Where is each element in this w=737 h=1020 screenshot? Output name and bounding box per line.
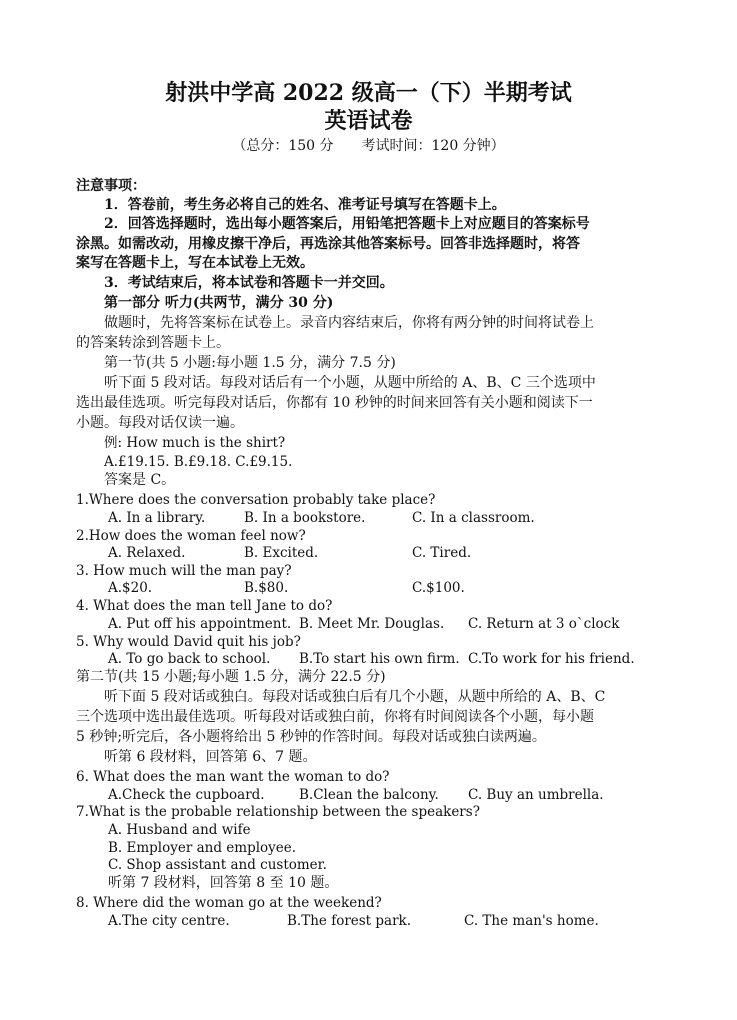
notice-item-1: 1．答卷前，考生务必将自己的姓名、准考证号填写在答题卡上。: [104, 197, 506, 213]
q7-option-b: B. Employer and employee.: [108, 840, 297, 856]
q4-option-a: A. Put off his appointment.: [108, 616, 292, 632]
q7-option-a: A. Husband and wife: [108, 822, 251, 838]
q6-option-c: C. Buy an umbrella.: [468, 787, 604, 803]
part1-intro-line-2: 的答案转涂到答题卡上。: [76, 335, 230, 351]
exam-subject-title: 英语试卷: [324, 108, 413, 134]
q1-option-a: A. In a library.: [108, 510, 206, 526]
material-7-instruction: 听第 7 段材料，回答第 8 至 10 题。: [108, 875, 339, 891]
section1-directions-line-1: 听下面 5 段对话。每段对话后有一个小题，从题中所给的 A、B、C 三个选项中: [104, 375, 596, 391]
example-options: A.£19.15. B.£9.18. C.£9.15.: [104, 454, 293, 470]
question-4: 4. What does the man tell Jane to do?: [76, 598, 333, 614]
question-7: 7.What is the probable relationship between the speakers?: [76, 804, 480, 820]
notice-heading: 注意事项：: [76, 178, 146, 194]
section2-heading: 第二节(共 15 小题;每小题 1.5 分，满分 22.5 分): [76, 669, 386, 685]
q5-option-b: B.To start his own firm.: [299, 651, 460, 667]
part1-heading: 第一部分 听力(共两节，满分 30 分): [104, 295, 334, 311]
notice-item-2-line-3: 案写在答题卡上，写在本试卷上无效。: [76, 255, 314, 271]
question-6: 6. What does the man want the woman to do?: [76, 769, 390, 785]
q4-option-c: C. Return at 3 o`clock: [468, 616, 620, 632]
example-answer: 答案是 C。: [104, 472, 176, 488]
q8-option-a: A.The city centre.: [108, 913, 230, 929]
question-8: 8. Where did the woman go at the weekend?: [76, 895, 382, 911]
q5-option-a: A. To go back to school.: [108, 651, 271, 667]
section2-directions-line-2: 三个选项中选出最佳选项。听每段对话或独白前，你将有时间阅读各个小题，每小题: [76, 709, 594, 725]
q2-option-a: A. Relaxed.: [108, 545, 186, 561]
q2-option-b: B. Excited.: [244, 545, 319, 561]
exam-title: 射洪中学高 2022 级高一（下）半期考试: [165, 80, 572, 106]
q1-option-b: B. In a bookstore.: [244, 510, 366, 526]
q3-option-a: A.$20.: [108, 580, 153, 596]
notice-item-2-line-1: 2．回答选择题时，选出每小题答案后，用铅笔把答题卡上对应题目的答案标号: [104, 216, 590, 232]
q8-option-b: B.The forest park.: [287, 913, 412, 929]
q1-option-c: C. In a classroom.: [412, 510, 535, 526]
part1-intro-line-1: 做题时，先将答案标在试卷上。录音内容结束后，你将有两分钟的时间将试卷上: [104, 315, 594, 331]
q4-option-b: B. Meet Mr. Douglas.: [299, 616, 445, 632]
notice-item-2-line-2: 涂黑。如需改动，用橡皮擦干净后，再选涂其他答案标号。回答非选择题时，将答: [76, 236, 580, 252]
q5-option-c: C.To work for his friend.: [468, 651, 635, 667]
material-6-instruction: 听第 6 段材料，回答第 6、7 题。: [104, 749, 317, 765]
q3-option-c: C.$100.: [412, 580, 465, 596]
section1-directions-line-3: 小题。每段对话仅读一遍。: [76, 415, 244, 431]
section2-directions-line-1: 听下面 5 段对话或独白。每段对话或独白后有几个小题，从题中所给的 A、B、C: [104, 689, 606, 705]
q8-option-c: C. The man's home.: [464, 913, 599, 929]
notice-item-3: 3．考试结束后，将本试卷和答题卡一并交回。: [104, 275, 394, 291]
question-3: 3. How much will the man pay?: [76, 563, 292, 579]
section1-heading: 第一节(共 5 小题:每小题 1.5 分，满分 7.5 分): [104, 355, 396, 371]
q7-option-c: C. Shop assistant and customer.: [108, 857, 327, 873]
question-2: 2.How does the woman feel now?: [76, 528, 306, 544]
section2-directions-line-3: 5 秒钟;听完后，各小题将给出 5 秒钟的作答时间。每段对话或独白读两遍。: [76, 729, 546, 745]
section1-directions-line-2: 选出最佳选项。听完每段对话后，你都有 10 秒钟的时间来回答有关小题和阅读下一: [76, 395, 593, 411]
example-question: 例: How much is the shirt?: [104, 435, 286, 451]
question-1: 1.Where does the conversation probably take place?: [76, 492, 436, 508]
q3-option-b: B.$80.: [244, 580, 289, 596]
exam-score-time: （总分：150 分 考试时间：120 分钟）: [232, 138, 505, 154]
q2-option-c: C. Tired.: [412, 545, 472, 561]
q6-option-b: B.Clean the balcony.: [299, 787, 439, 803]
question-5: 5. Why would David quit his job?: [76, 634, 301, 650]
q6-option-a: A.Check the cupboard.: [108, 787, 265, 803]
